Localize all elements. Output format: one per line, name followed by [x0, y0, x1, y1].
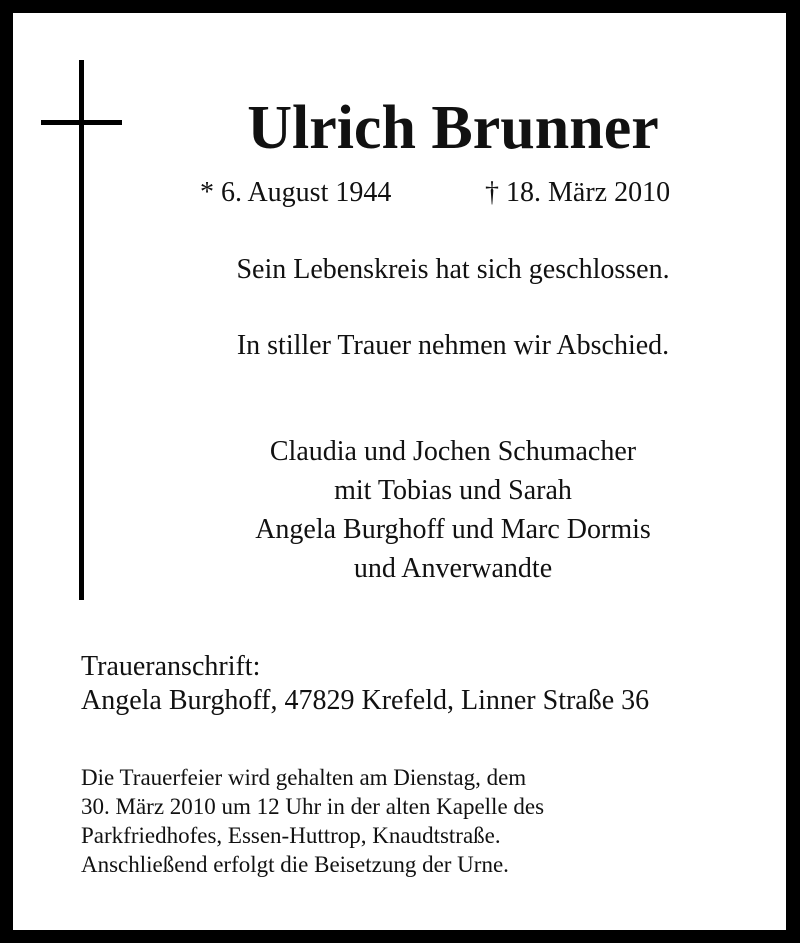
obituary-card	[13, 13, 786, 930]
mourner-line: Claudia und Jochen Schumacher	[269, 436, 637, 467]
mourners-list	[153, 432, 753, 588]
quote-text: Sein Lebenskreis hat sich geschlossen.	[236, 254, 670, 285]
deceased-name: Ulrich Brunner	[247, 94, 659, 162]
mourner-line: mit Tobias und Sarah	[334, 475, 572, 506]
ceremony-line: Parkfriedhofes, Essen-Huttrop, Knaudtstraße.	[81, 823, 501, 848]
cross-vertical-bar	[79, 60, 84, 600]
address-value: Angela Burghoff, 47829 Krefeld, Linner Straße 36	[81, 685, 650, 716]
birth-date: * 6. August 1944	[200, 177, 392, 208]
ceremony-line: Anschließend erfolgt die Beisetzung der Urne.	[81, 852, 509, 877]
ceremony-line: 30. März 2010 um 12 Uhr in der alten Kapelle des	[81, 794, 545, 819]
death-date: † 18. März 2010	[485, 177, 671, 208]
mourner-line: Angela Burghoff und Marc Dormis	[255, 514, 651, 545]
mourning-address	[81, 650, 649, 718]
address-label: Traueranschrift:	[81, 651, 261, 682]
cross-horizontal-bar	[41, 120, 122, 125]
ceremony-line: Die Trauerfeier wird gehalten am Dienstag, dem	[81, 765, 527, 790]
mourner-line: und Anverwandte	[353, 553, 553, 584]
ceremony-details	[81, 763, 544, 879]
farewell-text: In stiller Trauer nehmen wir Abschied.	[236, 330, 670, 361]
